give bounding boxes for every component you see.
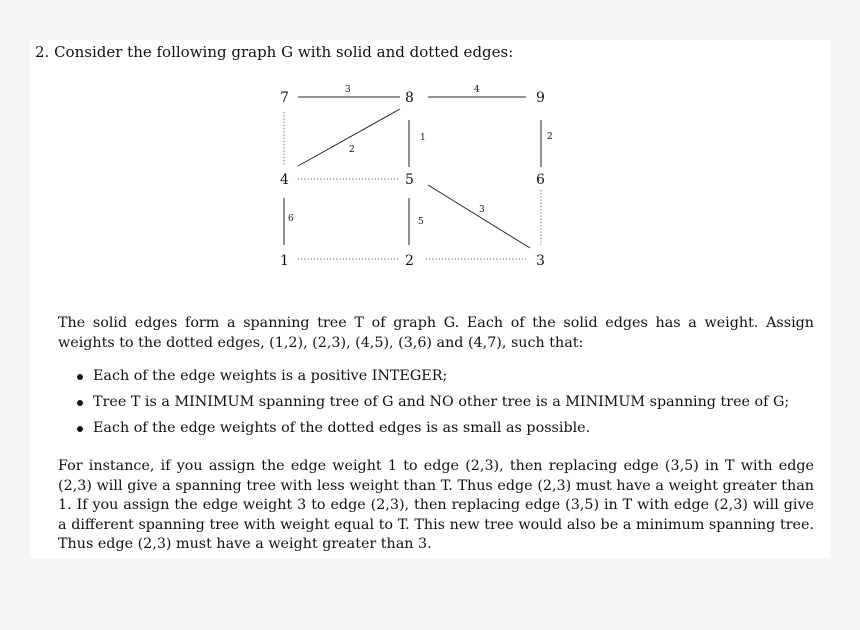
node-4: 4: [280, 172, 289, 188]
node-1: 1: [280, 253, 289, 269]
list-item: Tree T is a MINIMUM spanning tree of G and NO other tree is a MINIMUM spanning tree of G;: [76, 393, 816, 419]
weight-5-3: 3: [479, 205, 485, 215]
edge-4-8: [298, 109, 400, 166]
weight-8-9: 4: [474, 85, 480, 95]
node-8: 8: [405, 90, 414, 106]
example-paragraph: For instance, if you assign the edge weight 1 to edge (2,3), then replacing edge (3,5) in T with edge (2,3) will give a spanning tree with less weight than T. Thus edge (2,3) must have a weight greater than 1. If you assign the edge weight 3 to edge (2,3), then replacing edge (3,5) in T with edge (2,3) will give a different spanning tree with weight equal to T. This new tree would also be a minimum spanning tree. Thus edge (2,3) must have a weight greater than 3.: [58, 458, 814, 552]
node-6: 6: [536, 172, 545, 188]
edge-5-3: [428, 185, 530, 248]
weight-4-1: 6: [288, 214, 294, 224]
weight-5-2: 5: [418, 217, 424, 227]
weight-7-8: 3: [345, 85, 351, 95]
node-9: 9: [536, 90, 545, 106]
graph-figure: [30, 40, 830, 280]
node-3: 3: [536, 253, 545, 269]
intro-paragraph: The solid edges form a spanning tree T of graph G. Each of the solid edges has a weight. Assign weights to the dotted edges, (1,2), (2,3), (4,5), (3,6) and (4,7), such that:: [58, 315, 814, 351]
requirements-list: [76, 367, 816, 445]
weight-8-5: 1: [420, 133, 426, 143]
list-item: Each of the edge weights is a positive INTEGER;: [76, 367, 816, 393]
weight-9-6: 2: [547, 132, 553, 142]
node-7: 7: [280, 90, 289, 106]
node-5: 5: [405, 172, 414, 188]
list-item: Each of the edge weights of the dotted edges is as small as possible.: [76, 419, 816, 445]
question-sheet: [30, 40, 830, 558]
question-title: 2. Consider the following graph G with solid and dotted edges:: [35, 43, 514, 61]
weight-4-8: 2: [349, 145, 355, 155]
node-2: 2: [405, 253, 414, 269]
